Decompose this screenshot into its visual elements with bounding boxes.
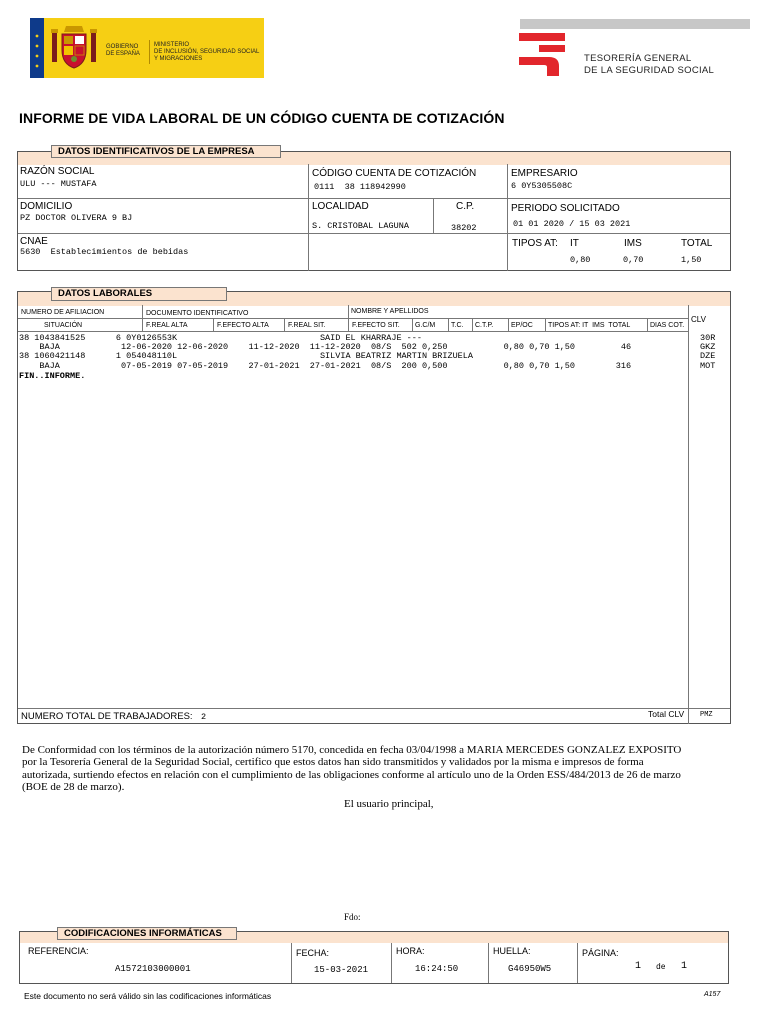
hdr-vline-doc <box>142 305 143 332</box>
footer-note: Este documento no será válido sin las codificaciones informáticas <box>24 991 272 1001</box>
clv-value: 30R <box>700 333 716 343</box>
empresa-hline-2 <box>18 233 730 234</box>
hdr-vline-g <box>545 319 546 332</box>
hdr-hline-mid <box>18 318 688 319</box>
hdr-vline-h <box>647 319 648 332</box>
codif-vline-4 <box>577 943 578 983</box>
table-row: 38 1043841525 6 0Y0126553K SAID EL KHARRAJE --- <box>19 333 422 343</box>
fecha-label: FECHA: <box>296 948 330 958</box>
localidad-label: LOCALIDAD <box>312 201 369 212</box>
codif-vline-3 <box>488 943 489 983</box>
gov-text: GOBIERNO DE ESPAÑA <box>106 44 140 57</box>
ministry-text: MINISTERIO DE INCLUSIÓN, SEGURIDAD SOCIAL Y MIGRACIONES <box>154 42 260 62</box>
empresa-vline-cp <box>433 199 434 233</box>
table-row: FIN..INFORME. <box>19 371 86 381</box>
tgss-logo-icon <box>519 33 571 82</box>
tipos-label: TIPOS AT: <box>512 238 558 249</box>
pagina-total: 1 <box>681 961 688 972</box>
cp-value: 38202 <box>451 223 477 233</box>
h-documento: DOCUMENTO IDENTIFICATIVO <box>146 310 249 317</box>
empresario-value: 6 0Y5305508C <box>511 181 573 191</box>
hdr-vline-e <box>472 319 473 332</box>
h-numero: NUMERO DE AFILIACION <box>21 309 105 316</box>
empresa-section-title: DATOS IDENTIFICATIVOS DE LA EMPRESA <box>51 145 281 158</box>
cnae-label: CNAE <box>20 236 48 247</box>
h-fefecto-sit: F.EFECTO SIT. <box>352 322 400 329</box>
localidad-value: S. CRISTOBAL LAGUNA <box>312 221 409 231</box>
pagina-de: de <box>656 963 666 972</box>
h-gcm: G.C/M <box>415 322 436 329</box>
tipos-total-label: TOTAL <box>681 238 713 249</box>
table-row: BAJA 07-05-2019 07-05-2019 27-01-2021 27-01-2021 08/S 200 0,500 0,80 0,70 1,50 316 <box>19 361 632 371</box>
clv-value: MOT <box>700 361 716 371</box>
periodo-value: 01 01 2020 / 15 03 2021 <box>513 219 631 229</box>
domicilio-label: DOMICILIO <box>20 201 73 212</box>
tipos-ims-label: IMS <box>624 238 642 249</box>
tipos-ims-value: 0,70 <box>623 255 644 265</box>
h-epoc: EP/OC <box>511 322 533 329</box>
hdr-hline-bottom <box>18 331 688 332</box>
h-freal-alta: F.REAL ALTA <box>146 322 188 329</box>
domicilio-value: PZ DOCTOR OLIVERA 9 BJ <box>20 213 133 223</box>
tipos-it-value: 0,80 <box>570 255 591 265</box>
huella-label: HUELLA: <box>493 946 531 956</box>
totals-hline <box>18 708 730 709</box>
cnae-value: 5630 Establecimientos de bebidas <box>20 247 189 257</box>
hora-value: 16:24:50 <box>415 964 459 974</box>
empresario-label: EMPRESARIO <box>511 168 578 179</box>
fdo-label: Fdo: <box>344 912 361 922</box>
h-situacion: SITUACIÓN <box>44 322 83 329</box>
h-dias: DIAS COT. <box>650 322 685 329</box>
clv-value: GKZ <box>700 342 716 352</box>
razon-social-value: ULU --- MUSTAFA <box>20 179 97 189</box>
codif-section-title: CODIFICACIONES INFORMÁTICAS <box>57 927 237 940</box>
total-clv-label: Total CLV <box>648 709 685 719</box>
ccc-value: 0111 38 118942990 <box>314 182 406 192</box>
h-ctp: C.T.P. <box>475 322 494 329</box>
coat-of-arms-icon <box>50 24 98 77</box>
ccc-label: CÓDIGO CUENTA DE COTIZACIÓN <box>312 168 477 179</box>
empresa-vline-2 <box>507 164 508 271</box>
h-fefecto-alta: F.EFECTO ALTA <box>217 322 269 329</box>
h-clv: CLV <box>691 315 706 324</box>
hdr-vline-nombre <box>348 305 349 332</box>
total-trabajadores-value: 2 <box>201 712 207 722</box>
tgss-grey-bar <box>520 19 750 29</box>
referencia-label: REFERENCIA: <box>28 946 89 956</box>
hdr-vline-f <box>508 319 509 332</box>
pagina-label: PÁGINA: <box>582 948 619 958</box>
hora-label: HORA: <box>396 946 425 956</box>
laborales-section-title: DATOS LABORALES <box>51 287 227 301</box>
periodo-label: PERIODO SOLICITADO <box>511 203 620 214</box>
pagina-value: 1 <box>635 961 642 972</box>
h-tc: T.C. <box>451 322 464 329</box>
page-title: INFORME DE VIDA LABORAL DE UN CÓDIGO CUENTA DE COTIZACIÓN <box>19 110 505 126</box>
fecha-value: 15-03-2021 <box>314 965 369 975</box>
eu-stars-icon <box>30 18 44 78</box>
usuario-principal: El usuario principal, <box>344 798 434 810</box>
clv-vline <box>688 305 689 724</box>
h-nombre: NOMBRE Y APELLIDOS <box>351 308 429 315</box>
gobierno-logo <box>30 18 264 78</box>
referencia-value: A1572103000001 <box>115 964 191 974</box>
eu-flag-strip <box>30 18 44 78</box>
footer-code: A157 <box>704 991 721 998</box>
h-tipos: TIPOS AT: IT IMS TOTAL <box>548 322 631 329</box>
clv-value: DZE <box>700 351 716 361</box>
h-freal-sit: F.REAL SIT. <box>288 322 326 329</box>
empresa-vline-1 <box>308 164 309 271</box>
codif-vline-1 <box>291 943 292 983</box>
hdr-vline-d <box>448 319 449 332</box>
table-row: 38 1060421148 1 054048110L SILVIA BEATRIZ MARTIN BRIZUELA <box>19 351 473 361</box>
hdr-vline-a <box>213 319 214 332</box>
codif-vline-2 <box>391 943 392 983</box>
certification-text: De Conformidad con los términos de la autorización número 5170, concedida en fecha 03/04/1998 a MARIA MERCEDES GONZALEZ EXPOSITO por la Tesorería General de la Seguridad Social, certifico que estos datos han sido transmitidos y validados por la misma e impresos de forma autorizada, surtiendo efectos en relación con el cumplimiento de las obligaciones conforme al artículo uno de la Orden ESS/484/2013 de 26 de marzo (BOE de 28 de marzo). <box>22 744 682 794</box>
table-row: BAJA 12-06-2020 12-06-2020 11-12-2020 11-12-2020 08/S 502 0,250 0,80 0,70 1,50 46 <box>19 342 632 352</box>
hdr-vline-b <box>284 319 285 332</box>
huella-value: G46950W5 <box>508 964 552 974</box>
empresa-hline-1 <box>18 198 730 199</box>
tipos-total-value: 1,50 <box>681 255 702 265</box>
hdr-vline-c <box>412 319 413 332</box>
tgss-name: TESORERÍA GENERAL DE LA SEGURIDAD SOCIAL <box>584 53 715 76</box>
total-trabajadores-label: NUMERO TOTAL DE TRABAJADORES: <box>21 711 193 722</box>
razon-social-label: RAZÓN SOCIAL <box>20 166 95 177</box>
tipos-it-label: IT <box>570 238 579 249</box>
cp-label: C.P. <box>456 201 475 212</box>
header-divider <box>149 40 150 64</box>
total-clv-value: PMZ <box>700 711 713 719</box>
